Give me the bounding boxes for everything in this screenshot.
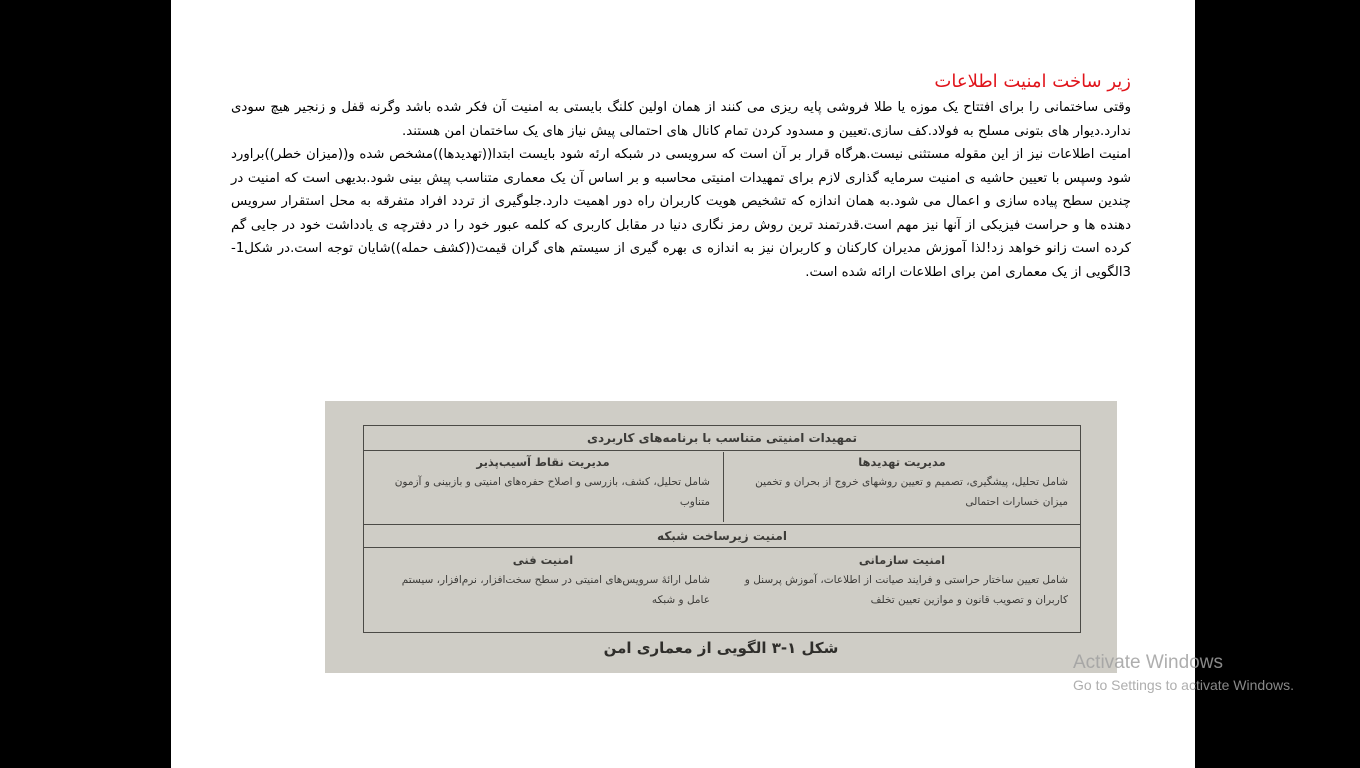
paragraph-1: وقتی ساختمانی را برای افتتاح یک موزه یا طلا فروشی پایه ریزی می کنند از همان اولین کلنگ بایستی به امنیت آن فکر شده باشد وگرنه قفل و زنجیر هیچ سودی ندارد.دیوار های بتونی مسلح به فولاد.کف سازی.تعیین و مسدود کردن تمام کانال های احتمالی پیش نیاز های یک ساختمان امن هستند. [231,100,1131,139]
network-infrastructure-row: امنیت زیرساخت شبکه [364,524,1080,548]
technical-security-cell [364,550,722,630]
organizational-security-title: امنیت سازمانی [858,553,946,567]
figure-header: تمهیدات امنیتی متناسب با برنامه‌های کاربردی [364,426,1080,451]
activate-windows-notice [1073,652,1294,696]
activate-windows-title: Activate Windows [1073,652,1223,673]
threat-management-body: شامل تحلیل، پیشگیری، تصمیم و تعیین روشهای خروج از بحران و تخمین میزان خسارات احتمالی [755,476,1068,508]
document-body [231,68,1131,284]
section-title: زیر ساخت امنیت اطلاعات [934,71,1131,92]
paragraph-2: امنیت اطلاعات نیز از این مقوله مستثنی نیست.هرگاه قرار بر آن است که سرویسی در شبکه ارئه شود بایست ابتدا((تهدیدها))مشخص شده و((میزان خطر))براورد شود وسپس با تعیین حاشیه ی امنیت سرمایه گذاری لازم برای تمهیدات امنیتی محاسبه و بر اساس آن یک معماری متناسب پیش بینی شود.بدیهی است که امنیت در چندین سطح پیاده سازی و اعمال می شود.به همان اندازه که تشخیص هویت کاربران راه دور اهمیت دارد.جلوگیری از تردد افراد متفرقه به محل استقرار سرویس دهنده ها و حراست فیزیکی از آنها نیز مهم است.قدرتمند ترین روش رمز نگاری دنیا در مقابل کاربری که کلمه عبور خود را در دفترچه ی یادداشت خود در جایی گم کرده است زانو خواهد زد!لذا آموزش مدیران کارکنان و کاربران نیز به اندازه ی بهره گیری از سیستم های گران قیمت((کشف حمله))شایان توجه است.در شکل1-3الگویی از یک معماری امن برای اطلاعات ارائه شده است. [231,147,1131,280]
body-text [231,96,1131,284]
slide-page [171,0,1195,768]
technical-security-body: شامل ارائهٔ سرویس‌های امنیتی در سطح سخت‌افزار، نرم‌افزار، سیستم عامل و شبکه [401,574,710,606]
organizational-security-body: شامل تعیین ساختار حراستی و فرایند صیانت از اطلاعات، آموزش پرسنل و کاربران و تصویب قانون و موازین تعیین تخلف [744,574,1068,606]
figure-image [325,401,1117,673]
architecture-table [363,425,1081,633]
technical-security-title: امنیت فنی [512,553,574,567]
activate-windows-subtitle: Go to Settings to activate Windows. [1073,677,1294,693]
organizational-security-cell [724,550,1080,630]
threat-management-title: مدیریت تهدیدها [858,455,946,469]
vulnerability-management-body: شامل تحلیل، کشف، بازرسی و اصلاح حفره‌های امنیتی و بازبینی و آزمون متناوب [394,476,710,508]
vulnerability-management-title: مدیریت نقاط آسیب‌پذیر [476,455,610,469]
threat-management-cell [723,452,1080,522]
figure-caption: شکل ۱-۳ الگویی از معماری امن [603,639,839,657]
vulnerability-management-cell [364,452,722,522]
